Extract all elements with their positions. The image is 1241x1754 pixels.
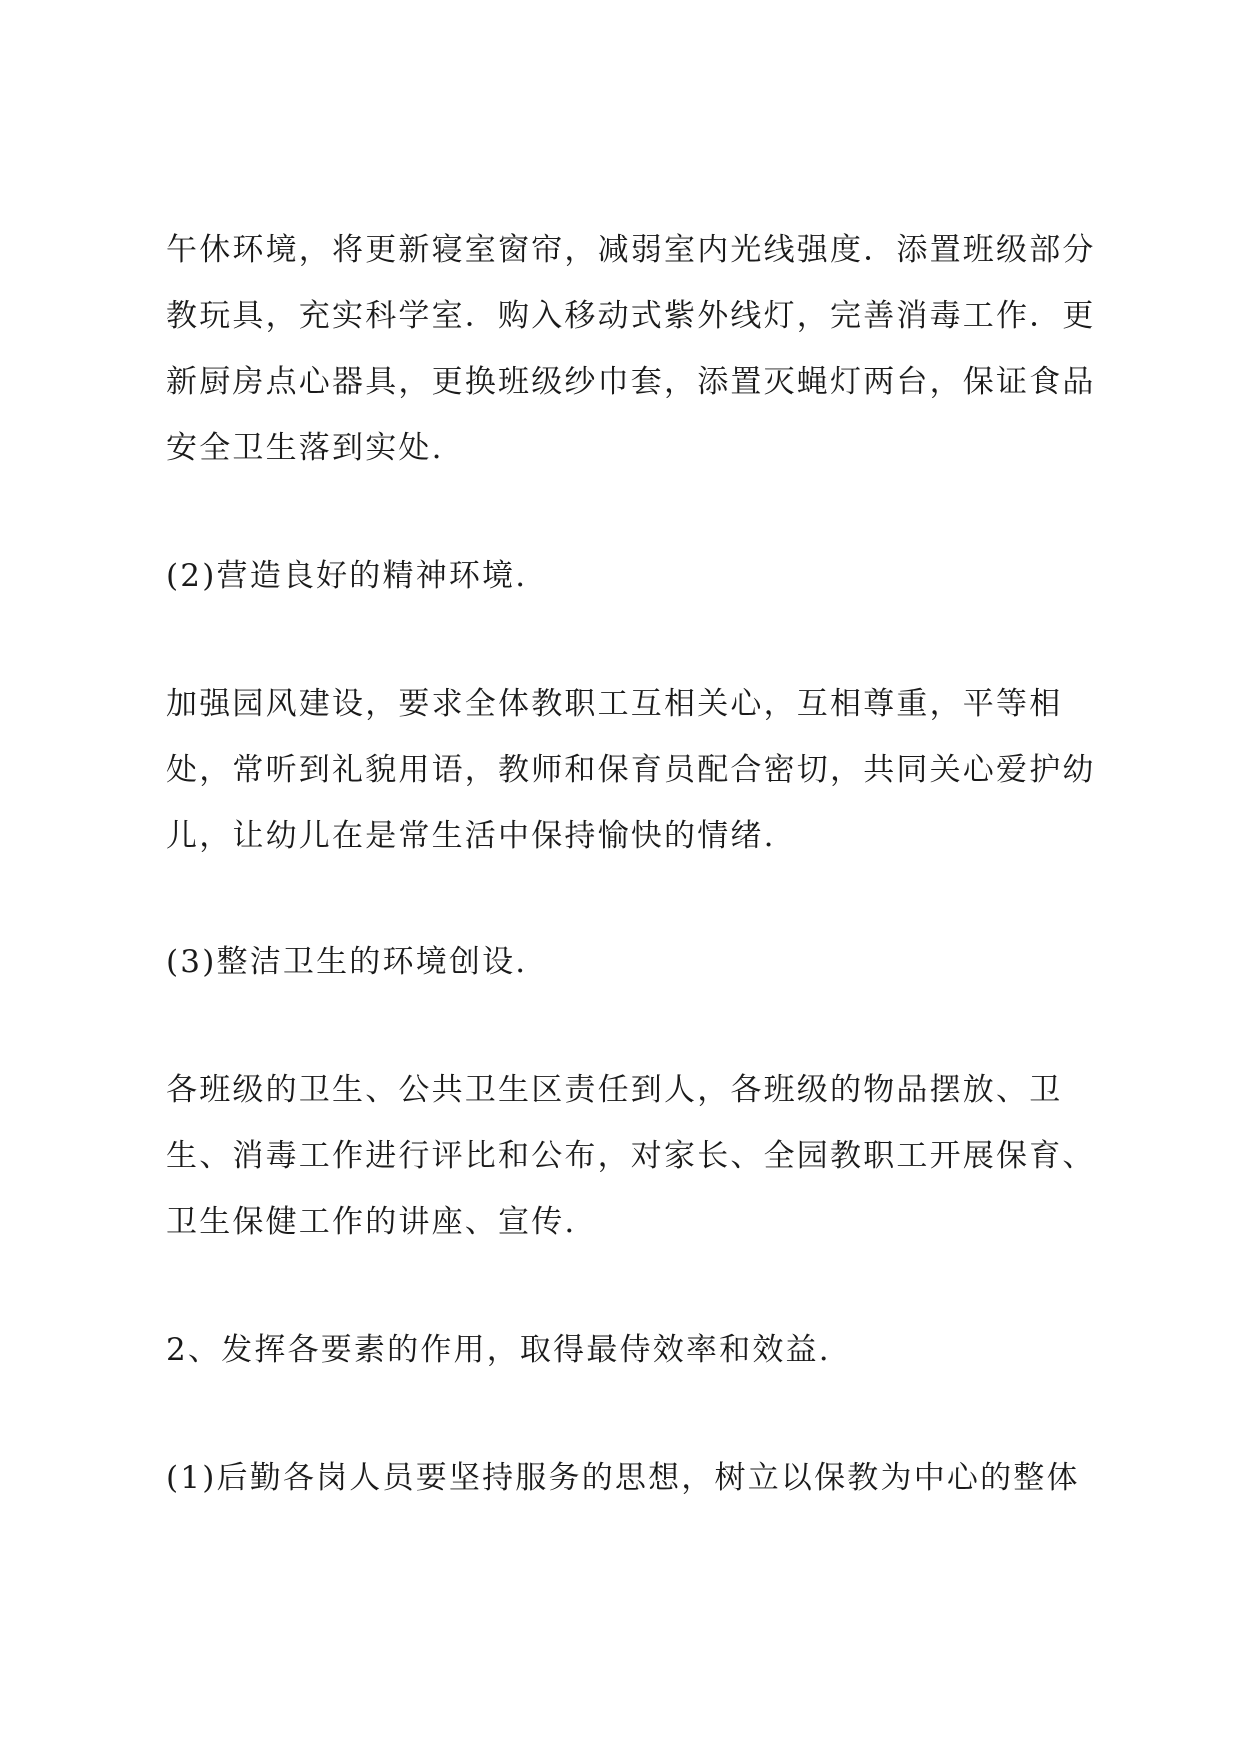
paragraph-line: 安全卫生落到实处. (166, 430, 444, 466)
paragraph-line: 各班级的卫生、公共卫生区责任到人，各班级的物品摆放、卫 (166, 1072, 1063, 1108)
paragraph-line: 卫生保健工作的讲座、宣传. (166, 1204, 577, 1240)
paragraph-line: 加强园风建设，要求全体教职工互相关心，互相尊重，平等相 (166, 686, 1063, 722)
section-heading: 2、发挥各要素的作用，取得最侍效率和效益. (166, 1332, 831, 1368)
paragraph-line: (1)后勤各岗人员要坚持服务的思想，树立以保教为中心的整体 (166, 1460, 1080, 1496)
section-heading: (2)营造良好的精神环境. (166, 558, 528, 594)
section-heading: (3)整洁卫生的环境创设. (166, 944, 528, 980)
paragraph-line: 处，常听到礼貌用语，教师和保育员配合密切，共同关心爱护幼 (166, 752, 1096, 788)
paragraph-line: 儿，让幼儿在是常生活中保持愉快的情绪. (166, 818, 776, 854)
paragraph-line: 新厨房点心器具，更换班级纱巾套，添置灭蝇灯两台，保证食品 (166, 364, 1096, 400)
paragraph-line: 生、消毒工作进行评比和公布，对家长、全园教职工开展保育、 (166, 1138, 1096, 1174)
paragraph-line: 教玩具，充实科学室．购入移动式紫外线灯，完善消毒工作．更 (166, 298, 1096, 334)
paragraph-line: 午休环境，将更新寝室窗帘，减弱室内光线强度．添置班级部分 (166, 232, 1096, 268)
